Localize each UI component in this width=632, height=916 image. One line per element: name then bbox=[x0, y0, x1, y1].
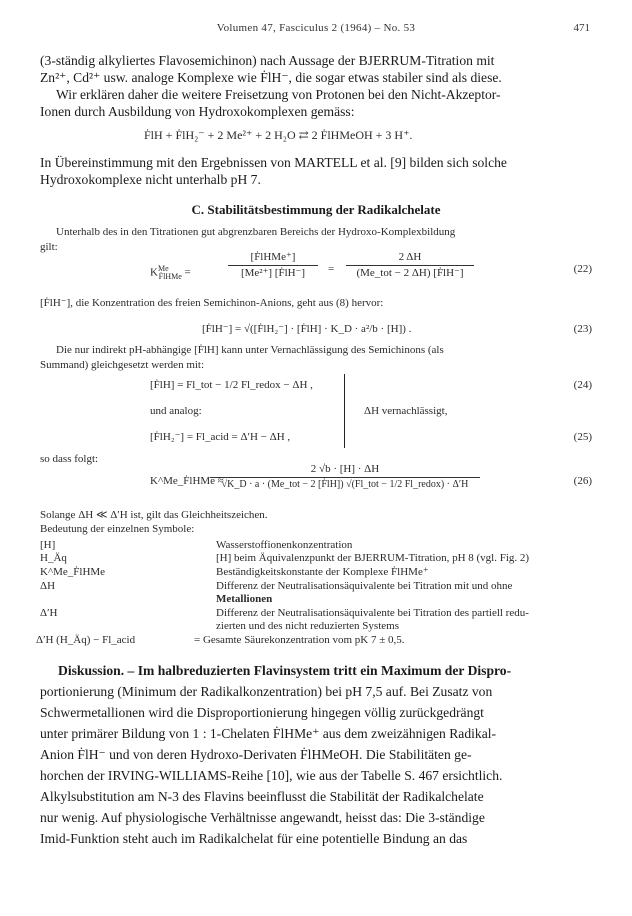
section-intro-line: Unterhalb des in den Titrationen gut abgrenzbaren Bereichs der Hydroxo-Komplexbildung bbox=[56, 226, 456, 238]
symbols-heading: Bedeutung der einzelnen Symbole: bbox=[40, 523, 195, 535]
discussion-line: unter primärer Bildung von 1 : 1-Chelaten ḞlHMe⁺ aus dem zweizähnigen Radikal- bbox=[40, 726, 497, 741]
paragraph-line: Hydroxokomplexe nicht unterhalb pH 7. bbox=[40, 172, 261, 187]
equation-hydroxo: ḞlH + ḞlH₂⁻ + 2 Me²⁺ + 2 H₂O ⇄ 2 ḞlHMeOH + 3 H⁺. bbox=[144, 128, 413, 142]
paragraph-line: Ionen durch Ausbildung von Hydroxokomplexen gemäss: bbox=[40, 104, 355, 119]
equation-number-24: (24) bbox=[573, 379, 592, 391]
discussion-line: Schwermetallionen wird die Disproportionierung hingegen völlig zurückgedrängt bbox=[40, 705, 484, 720]
eq22-equals: = bbox=[328, 263, 335, 275]
eq22-lhs: $K^{Me}_{ḞlHMe}$ = bbox=[150, 264, 191, 281]
running-head-text: Volumen 47, Fasciculus 2 (1964) – No. 53 bbox=[216, 22, 416, 34]
discussion-line: portionierung (Minimum der Radikalkonzentration) bei pH 7,5 auf. Bei Zusatz von bbox=[40, 684, 493, 699]
section-title: C. Stabilitätsbestimmung der Radikalchelate bbox=[191, 202, 441, 217]
discussion-heading-part: Diskussion. – Im halbreduzierten Flavinsystem tritt ein Maximum der Dispro- bbox=[58, 663, 512, 678]
text-line: Summand) gleichgesetzt werden mit: bbox=[40, 359, 205, 371]
discussion-line bbox=[58, 662, 511, 679]
paragraph-line: Zn²⁺, Cd²⁺ usw. analoge Komplexe wie ḞlH⁻, die sogar etwas stabiler sind als diese. bbox=[40, 70, 502, 85]
neglect-note: ΔH vernachlässigt, bbox=[364, 405, 448, 417]
discussion-line: nur wenig. Auf physiologische Verhältnisse angewandt, heisst das: Die 3-ständige bbox=[40, 810, 485, 825]
equation-23: [ḞlH⁻] = √([ḞlH₂⁻] · [ḞlH] · K_D · a²/b · [H]) . bbox=[202, 323, 412, 335]
discussion-line: horchen der IRVING-WILLIAMS-Reihe [10], wie aus der Tabelle S. 467 ersichtlich. bbox=[40, 768, 503, 783]
equation-number-22: (22) bbox=[573, 263, 592, 275]
text-line: Die nur indirekt pH-abhängige [ḞlH] kann unter Vernachlässigung des Semichinons (als bbox=[56, 344, 444, 356]
equation-26 bbox=[150, 462, 480, 498]
eq22-denominator-1: [Me²⁺] [ḞlH⁻] bbox=[228, 265, 318, 280]
discussion-line: Alkylsubstitution am N-3 des Flavins beeinflusst die Stabilität der Radikalchelate bbox=[40, 789, 484, 804]
section-intro-line: gilt: bbox=[40, 241, 58, 253]
discussion-line: Imid-Funktion steht auch im Radikalchelat für eine potentielle Bindung an das bbox=[40, 831, 468, 846]
paragraph-line: (3-ständig alkyliertes Flavosemichinon) nach Aussage der BJERRUM-Titration mit bbox=[40, 53, 495, 68]
discussion-line: Anion ḞlH⁻ und von deren Hydroxo-Derivaten ḞlHMeOH. Die Stabilitäten ge- bbox=[40, 747, 472, 762]
eq22-numerator-2: 2 ΔH bbox=[398, 251, 422, 263]
equation-number-23: (23) bbox=[573, 323, 592, 335]
eq22-denominator-2: (Me_tot − 2 ΔH) [ḞlH⁻] bbox=[346, 265, 474, 280]
equation-25: [ḞlH₂⁻] = Fl_acid = Δ′H − ΔH , bbox=[150, 431, 291, 443]
paragraph-line: In Übereinstimmung mit den Ergebnissen von MARTELL et al. [9] bilden sich solche bbox=[40, 155, 507, 170]
eq26-denominator: √K_D · a · (Me_tot − 2 [ḞlH]) √(Fl_tot − 1/2 Fl_redox) · Δ′H bbox=[210, 477, 480, 492]
page-number: 471 bbox=[573, 22, 590, 34]
eq26-numerator: 2 √b · [H] · ΔH bbox=[310, 463, 380, 475]
equation-number-25: (25) bbox=[573, 431, 592, 443]
paragraph-line: Wir erklären daher die weitere Freisetzung von Protonen bei den Nicht-Akzeptor- bbox=[56, 87, 501, 102]
equation-number-26: (26) bbox=[573, 475, 592, 487]
text-line: [ḞlH⁻], die Konzentration des freien Semichinon-Anions, geht aus (8) hervor: bbox=[40, 297, 384, 309]
eq26-lhs: K^Me_ḞlHMe ≈ bbox=[150, 475, 224, 487]
symbol-table: [H] Wasserstoffionenkonzentration H_Äq [H] beim Äquivalenzpunkt der BJERRUM-Titration, pH 8 (vgl. Fig. 2) K^Me_ḞlHMe Beständigkeitskonstante der Komplexe ḞlHMe⁺ ΔH Differenz der Neutralisationsäquivalente bei Titration mit und ohne Metallionen Δ′H Differenz der Neutralisationsäquivalente bei Titration des partiell redu- zierten und des nicht reduzierten Systems Δ′H (H_Äq) − Fl_acid = Gesamte Säurekonzentration vom pK 7 ± 0,5. bbox=[36, 539, 530, 646]
eq22-numerator-1: [ḞlHMe⁺] bbox=[250, 251, 296, 263]
equation-24: [ḞlH] = Fl_tot − 1/2 Fl_redox − ΔH , bbox=[150, 379, 313, 391]
brace-line bbox=[344, 374, 349, 448]
text-line: Solange ΔH ≪ Δ′H ist, gilt das Gleichheitszeichen. bbox=[40, 509, 268, 521]
text-line: so dass folgt: bbox=[40, 453, 99, 465]
und-analog-text: und analog: bbox=[150, 405, 202, 417]
equation-22 bbox=[150, 250, 570, 286]
